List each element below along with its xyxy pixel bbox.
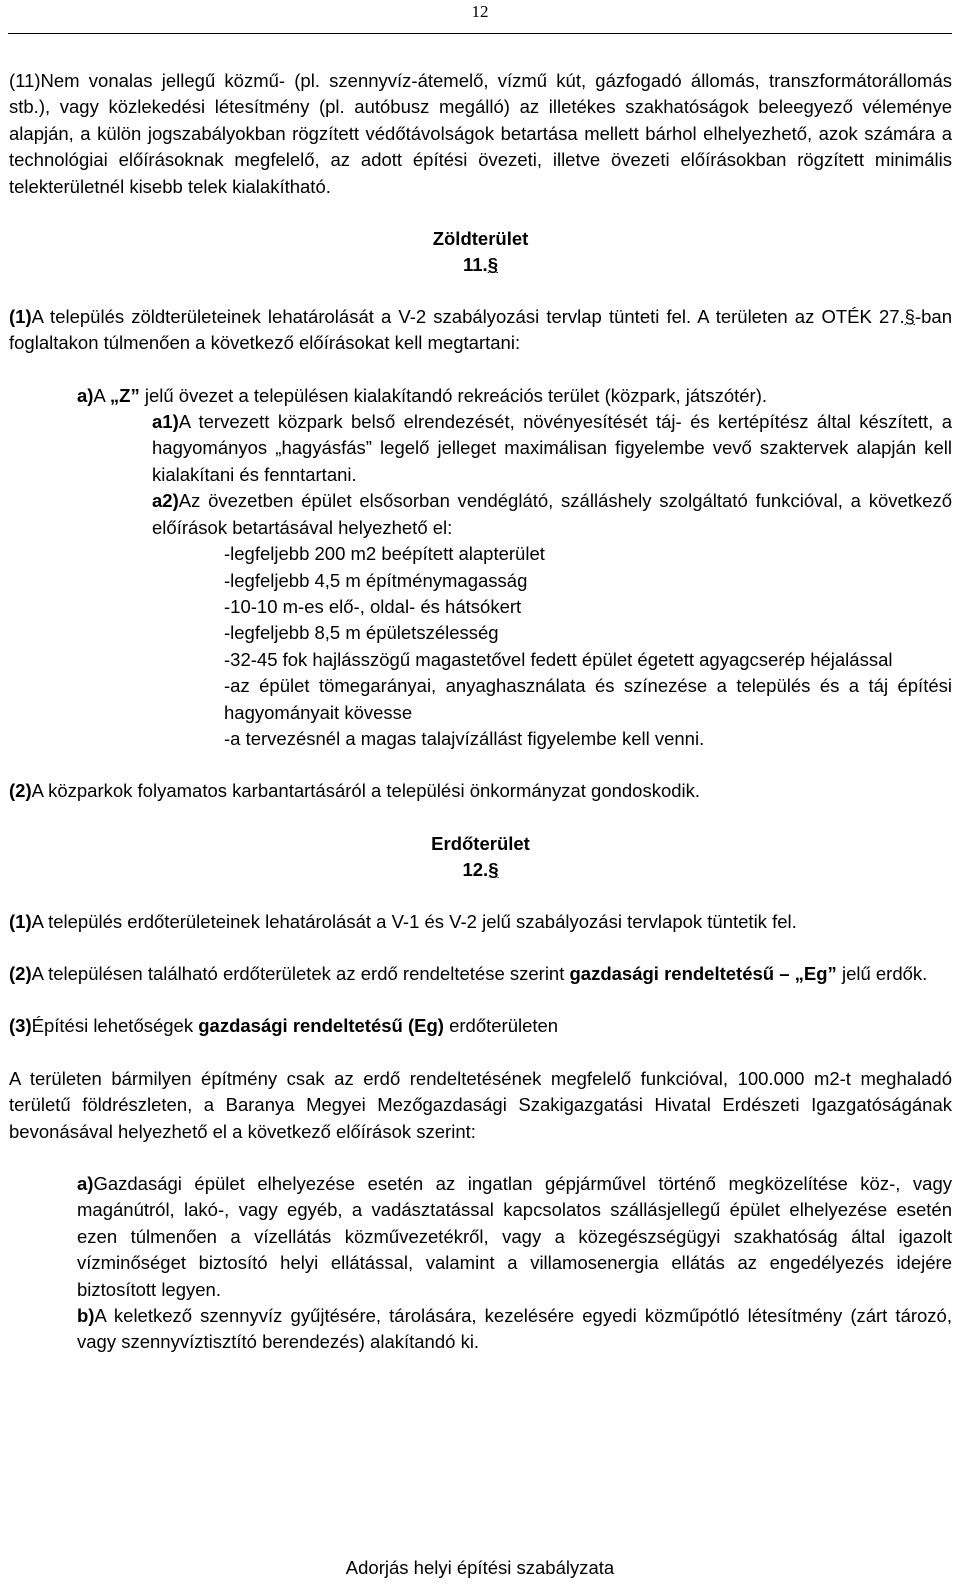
list-item: -10-10 m-es elő-, oldal- és hátsókert: [224, 595, 522, 617]
zone-code: „Eg”: [794, 962, 837, 984]
page-number: 12: [471, 2, 489, 21]
paragraph-text: Építési lehetőségek: [31, 1015, 199, 1037]
item-label: a2): [152, 490, 179, 512]
dash: –: [774, 962, 795, 984]
erdo-paragraph-1: [9, 909, 952, 935]
zold-item-a1: [152, 409, 952, 488]
section-title-erdoterulet: Erdőterület: [431, 832, 530, 854]
item-label: a): [77, 384, 94, 406]
paragraph-text: A közparkok folyamatos karbantartásáról a települési önkormányzat gondoskodik.: [31, 780, 701, 802]
item-text: Az övezetben épület elsősorban vendéglátó, szálláshely szolgáltató funkcióval, a következő előírások betartásával helyezhető el:: [152, 490, 952, 538]
section-number-12: [9, 857, 952, 883]
item-label: b): [77, 1305, 95, 1327]
paragraph-text: A település erdőterületeinek lehatárolását a V-1 és V-2 jelű szabályozási tervlapok tüntetik fel.: [31, 910, 797, 932]
item-label: a): [77, 1173, 94, 1194]
section-number-11: [9, 252, 952, 278]
paragraph-sign: §: [904, 305, 915, 327]
list-item: -legfeljebb 8,5 m épületszélesség: [224, 622, 499, 644]
list-item: -legfeljebb 4,5 m építménymagasság: [224, 569, 528, 591]
item-label: a1): [152, 411, 179, 433]
erdo-item-b: [77, 1303, 952, 1356]
item-text: A: [93, 384, 110, 406]
zold-item-a2: [152, 488, 952, 541]
erdo-item-a: [77, 1171, 952, 1303]
paragraph-number: (3): [9, 1015, 32, 1037]
erdo-paragraph-3: [9, 1013, 952, 1039]
item-text: A tervezett közpark belső elrendezését, növényesítését táj- és kertépítész által készített, a hagyományos „hagyásfás” legelő jelleget maximálisan figyelembe vevő szaktervek alapján kell kialakítani és fenntartani.: [152, 411, 952, 485]
item-text: jelű övezet a településen kialakítandó rekreációs terület (közpark, játszótér).: [139, 384, 767, 406]
erdo-paragraph-4: A területen bármilyen építmény csak az erdő rendeltetésének megfelelő funkcióval, 100.000 m2-t meghaladó területű földrészleten, a Baranya Megyei Mezőgazdasági Szakigazgatási Hivatal Erdészeti Igazgatóságának bevonásával helyezhető el a következő előírások szerint:: [9, 1067, 952, 1142]
section-num: 11.: [463, 254, 488, 276]
section-num: 12.: [462, 859, 489, 881]
paragraph-text: -ban foglaltakon túlmenően a következő előírásokat kell megtartani:: [9, 305, 952, 354]
header-rule: [8, 33, 952, 34]
zold-item-a: [77, 383, 952, 409]
zold-paragraph-1: [9, 304, 952, 357]
list-item: -a tervezésnél a magas talajvízállást figyelembe kell venni.: [224, 727, 705, 749]
paragraph-text: jelű erdők.: [836, 962, 928, 984]
list-item: -32-45 fok hajlásszögű magastetővel fedett épület égetett agyagcserép héjalással: [224, 648, 893, 670]
list-item: -legfeljebb 200 m2 beépített alapterület: [224, 543, 545, 565]
paragraph-number: (2): [9, 962, 32, 984]
paragraph-sign: §: [488, 859, 499, 881]
item-text: Gazdasági épület elhelyezése esetén az ingatlan gépjárművel történő megközelítése köz-, vagy magánútról, lakó-, vagy egyéb, a vadásztatással kapcsolatos szállásjellegű épület elhelyezése esetén ezen túlmenően a vízellátás közművezetékről, vagy a közegészségügyi szakhatóság által igazolt vízminőséget biztosító helyi ellátással, valamint a villamosenergia ellátás az engedélyezés idejére biztosított legyen.: [77, 1173, 952, 1300]
paragraph-text: erdőterületen: [443, 1015, 559, 1037]
building-rules-list: [224, 541, 952, 752]
zold-paragraph-2: [9, 778, 952, 804]
paragraph-number: (1): [9, 910, 32, 932]
page-footer: Adorjás helyi építési szabályzata: [345, 1557, 615, 1578]
paragraph-text: A település zöldterületeinek lehatárolását a V-2 szabályozási tervlap tünteti fel. A területen az OTÉK 27.: [31, 305, 905, 327]
bold-term: gazdasági rendeltetésű (Eg): [198, 1015, 444, 1037]
item-text: A keletkező szennyvíz gyűjtésére, tárolására, kezelésére egyedi közműpótló létesítmény (zárt tározó, vagy szennyvíztisztító berendezés) alakítandó ki.: [77, 1305, 952, 1353]
document-body: [9, 68, 952, 1356]
section-title-zoldterulet: Zöldterület: [432, 228, 529, 250]
paragraph-11: (11)Nem vonalas jellegű közmű- (pl. szennyvíz-átemelő, vízmű kút, gázfogadó állomás, transzformátorállomás stb.), vagy közlekedési létesítmény (pl. autóbusz megálló) az illetékes szakhatóságok beleegyező véleménye alapján, a külön jogszabályokban rögzített védőtávolságok betartása mellett bárhol elhelyezhető, azok számára a technológiai előírásoknak megfelelő, az adott építési övezeti, illetve övezeti előírásokban rögzített minimális telekterületnél kisebb telek kialakítható.: [9, 70, 952, 197]
zone-code: „Z”: [109, 384, 140, 406]
paragraph-number: (2): [9, 780, 32, 802]
paragraph-sign: §: [487, 254, 498, 276]
paragraph-number: (1): [9, 305, 32, 327]
bold-term: gazdasági rendeltetésű: [569, 962, 775, 984]
erdo-paragraph-2: [9, 961, 952, 987]
list-item: -az épület tömegarányai, anyaghasználata és színezése a település és a táj építési hagyományait kövesse: [224, 675, 952, 723]
paragraph-text: A településen található erdőterületek az erdő rendeltetése szerint: [31, 962, 570, 984]
